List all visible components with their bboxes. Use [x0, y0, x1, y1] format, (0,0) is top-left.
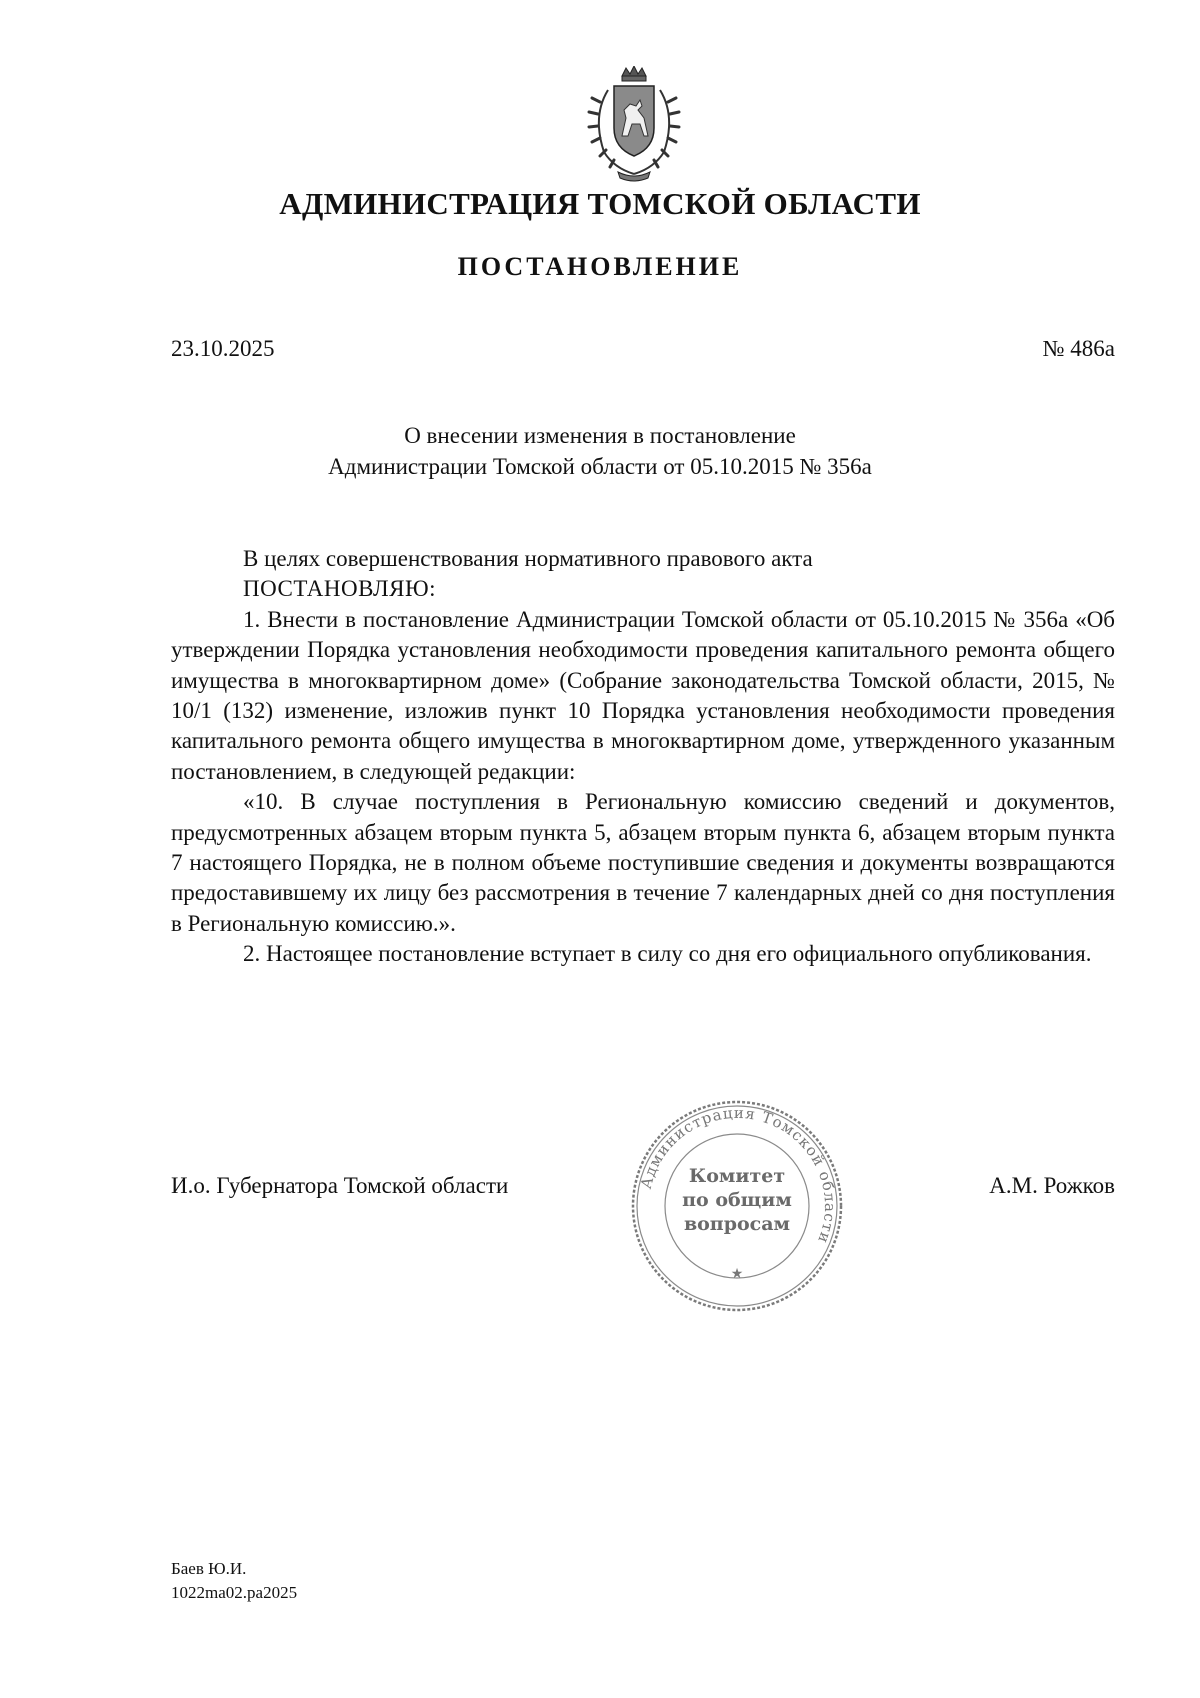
- document-number: № 486а: [1042, 336, 1115, 361]
- seal-center-text: [628, 1164, 846, 1236]
- document-date: 23.10.2025: [171, 336, 275, 361]
- document-type-title: ПОСТАНОВЛЕНИЕ: [457, 252, 743, 281]
- document-body: [171, 544, 1115, 970]
- coat-of-arms-icon: [578, 66, 690, 184]
- organization-title: АДМИНИСТРАЦИЯ ТОМСКОЙ ОБЛАСТИ: [279, 186, 921, 221]
- decree-heading: ПОСТАНОВЛЯЮ:: [243, 576, 437, 602]
- svg-text:★: ★: [730, 1267, 744, 1282]
- seal-ring-text: Администрация Томской области: [636, 1103, 840, 1247]
- signatory-position: И.о. Губернатора Томской области: [171, 1173, 509, 1198]
- item-1-quote-paragraph: «10. В случае поступления в Региональную комиссию сведений и документов, предусмотренных абзацем вторым пункта 5, абзацем вторым пункта 6, абзацем вторым пункта 7 настоящего Порядка, не в полном объеме поступившие сведения и документы возвращаются предоставившему их лицу без рассмотрения в течение 7 календарных дней со дня поступления в Региональную комиссию.».: [171, 789, 1115, 936]
- signatory-name: А.М. Рожков: [989, 1173, 1115, 1198]
- subject-line-2: Администрации Томской области от 05.10.2015 № 356а: [328, 454, 872, 479]
- item-1-paragraph: 1. Внести в постановление Администрации Томской области от 05.10.2015 № 356а «Об утверждении Порядка установления необходимости проведения капитального ремонта общего имущества в многоквартирном доме» (Собрание законодательства Томской области, 2015, № 10/1 (132) изменение, изложив пункт 10 Порядка установления необходимости проведения капитального ремонта общего имущества в многоквартирном доме, утвержденного указанным постановлением, в следующей редакции:: [171, 606, 1115, 784]
- seal-center-line-2: по общим: [682, 1189, 792, 1211]
- executor-name: Баев Ю.И.: [171, 1559, 247, 1578]
- document-subject: [0, 420, 1200, 482]
- executor-footer: [171, 1557, 297, 1605]
- seal-center-line-1: Комитет: [688, 1165, 786, 1187]
- document-code: 1022ma02.pa2025: [171, 1583, 298, 1602]
- document-meta-row: [171, 336, 1115, 362]
- preamble-paragraph: В целях совершенствования нормативного правового акта: [243, 546, 813, 571]
- item-2-paragraph: 2. Настоящее постановление вступает в силу со дня его официального опубликования.: [243, 941, 1092, 967]
- subject-line-1: О внесении изменения в постановление: [404, 423, 796, 448]
- seal-center-line-3: вопросам: [683, 1213, 791, 1235]
